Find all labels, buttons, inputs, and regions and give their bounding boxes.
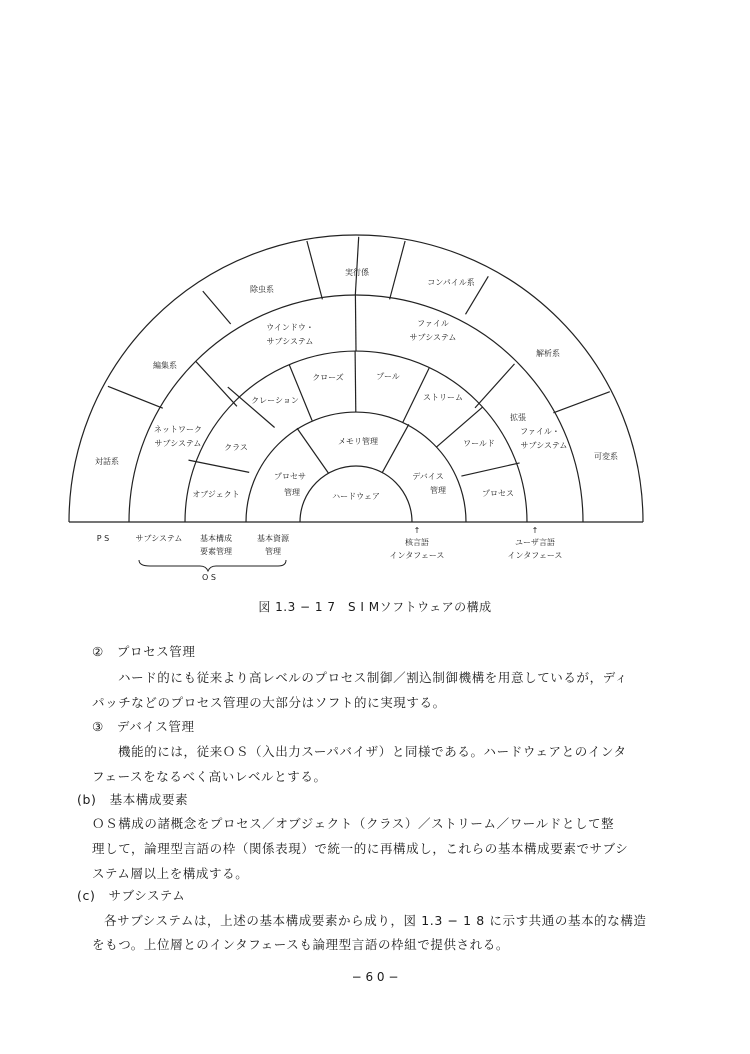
diagram-footer (97, 526, 563, 582)
paragraph-line: ハード的にも従来より高レベルのプロセス制御／割込制御機構を用意しているが，ディ (118, 670, 628, 685)
network-label-2: サブシステム (154, 439, 202, 448)
outer-label: 編集系 (153, 361, 177, 370)
outer-label: 実行係 (345, 268, 369, 277)
paragraph-line: をもつ。上位層とのインタフェースも論理型言語の枠組で提供される。 (92, 937, 509, 952)
outer-label: 除虫系 (250, 285, 274, 294)
os-label: O S (202, 573, 216, 582)
divider (189, 460, 250, 472)
paragraph-line: 機能的には，従来ＯＳ（入出力スーパバイザ）と同様である。ハードウェアとのインタ (118, 744, 627, 759)
resource-label-2: 管理 (265, 547, 281, 556)
ext-file-label-1: ファイル・ (520, 427, 560, 436)
divider (196, 361, 237, 406)
heading-process-management: ② プロセス管理 (92, 644, 196, 659)
file-label-1: ファイル (417, 319, 449, 328)
outer-label: コンパイル系 (427, 278, 475, 287)
core-lang-label-1: 核言語 (405, 538, 429, 547)
ring3-label: クラス (224, 443, 248, 452)
divider (297, 428, 329, 473)
processor-label-1: プロセサ (274, 472, 306, 481)
ring3-label: クレーション (251, 396, 299, 405)
file-label-2: サブシステム (409, 333, 457, 342)
outer-label: 可変系 (594, 452, 618, 461)
core-lang-label-2: インタフェース (389, 551, 445, 560)
resource-label-1: 基本資源 (257, 534, 289, 543)
network-label-1: ネットワーク (154, 425, 202, 434)
divider (289, 365, 312, 421)
device-label-2: 管理 (430, 486, 446, 495)
core-label: ハードウェア (332, 492, 380, 501)
divider (355, 351, 356, 412)
core-lang-arrow: ↑ (413, 526, 421, 535)
ring3-label: プール (376, 372, 400, 381)
os-brace (139, 560, 286, 571)
ps-label: P S (96, 534, 110, 543)
divider (390, 241, 406, 299)
window-label-2: サブシステム (266, 337, 314, 346)
divider (553, 392, 609, 413)
ring3-label: ストリーム (423, 393, 463, 402)
basic-element-label-1: 基本構成 (200, 534, 232, 543)
paragraph-line: 各サブシステムは，上述の基本構成要素から成り，図 1.3 − 1 8 に示す共通の基本的な構造 (104, 913, 647, 928)
user-lang-label-2: インタフェース (507, 551, 563, 560)
divider (461, 463, 519, 476)
divider (228, 387, 275, 427)
ring3-label: ワールド (463, 439, 495, 448)
memory-label: メモリ管理 (338, 437, 378, 446)
heading-subsystem: (c) サブシステム (77, 888, 186, 903)
divider (307, 241, 323, 299)
paragraph-line: 理して，論理型言語の枠（関係表現）で統一的に再構成し，これらの基本構成要素でサブシ (92, 841, 629, 856)
paragraph-line: フェースをなるべく高いレベルとする。 (92, 769, 327, 784)
divider (355, 237, 358, 296)
heading-basic-elements: (b) 基本構成要素 (77, 792, 189, 807)
ring3-label: プロセス (482, 489, 514, 498)
heading-device-management: ③ デバイス管理 (92, 719, 195, 734)
user-lang-label-1: ユーザ言語 (515, 538, 555, 547)
divider (108, 386, 163, 408)
paragraph-line: ステム層以上を構成する。 (92, 866, 249, 881)
ring3-label: オブジェクト (192, 490, 240, 499)
subsystem-label: サブシステム (135, 534, 183, 543)
ring2-labels (154, 319, 567, 450)
divider (355, 295, 356, 351)
ring3-label: クローズ (312, 373, 344, 382)
divider (475, 364, 515, 408)
paragraph-line: パッチなどのプロセス管理の大部分はソフト的に実現する。 (92, 695, 446, 710)
paragraph-line: ＯＳ構成の諸概念をプロセス／オブジェクト（クラス）／ストリーム／ワールドとして整 (92, 816, 615, 831)
ext-file-label-2: サブシステム (520, 441, 568, 450)
device-label-1: デバイス (412, 472, 444, 481)
ring-arc-4 (246, 412, 466, 522)
ext-file-label-0: 拡張 (510, 413, 526, 422)
user-lang-arrow: ↑ (531, 526, 539, 535)
basic-element-label-2: 要素管理 (200, 547, 232, 556)
divider (382, 424, 409, 473)
page-number: − 6 0 − (351, 970, 399, 984)
outer-label: 解析系 (536, 349, 560, 358)
window-label-1: ウインドウ・ (266, 323, 314, 332)
diagram-lines (69, 235, 643, 522)
processor-label-2: 管理 (284, 488, 300, 497)
outer-label: 対話系 (95, 457, 119, 466)
divider (203, 291, 231, 324)
figure-caption: 図 1.3 − 1 7 S I Mソフトウェアの構成 (258, 600, 492, 614)
